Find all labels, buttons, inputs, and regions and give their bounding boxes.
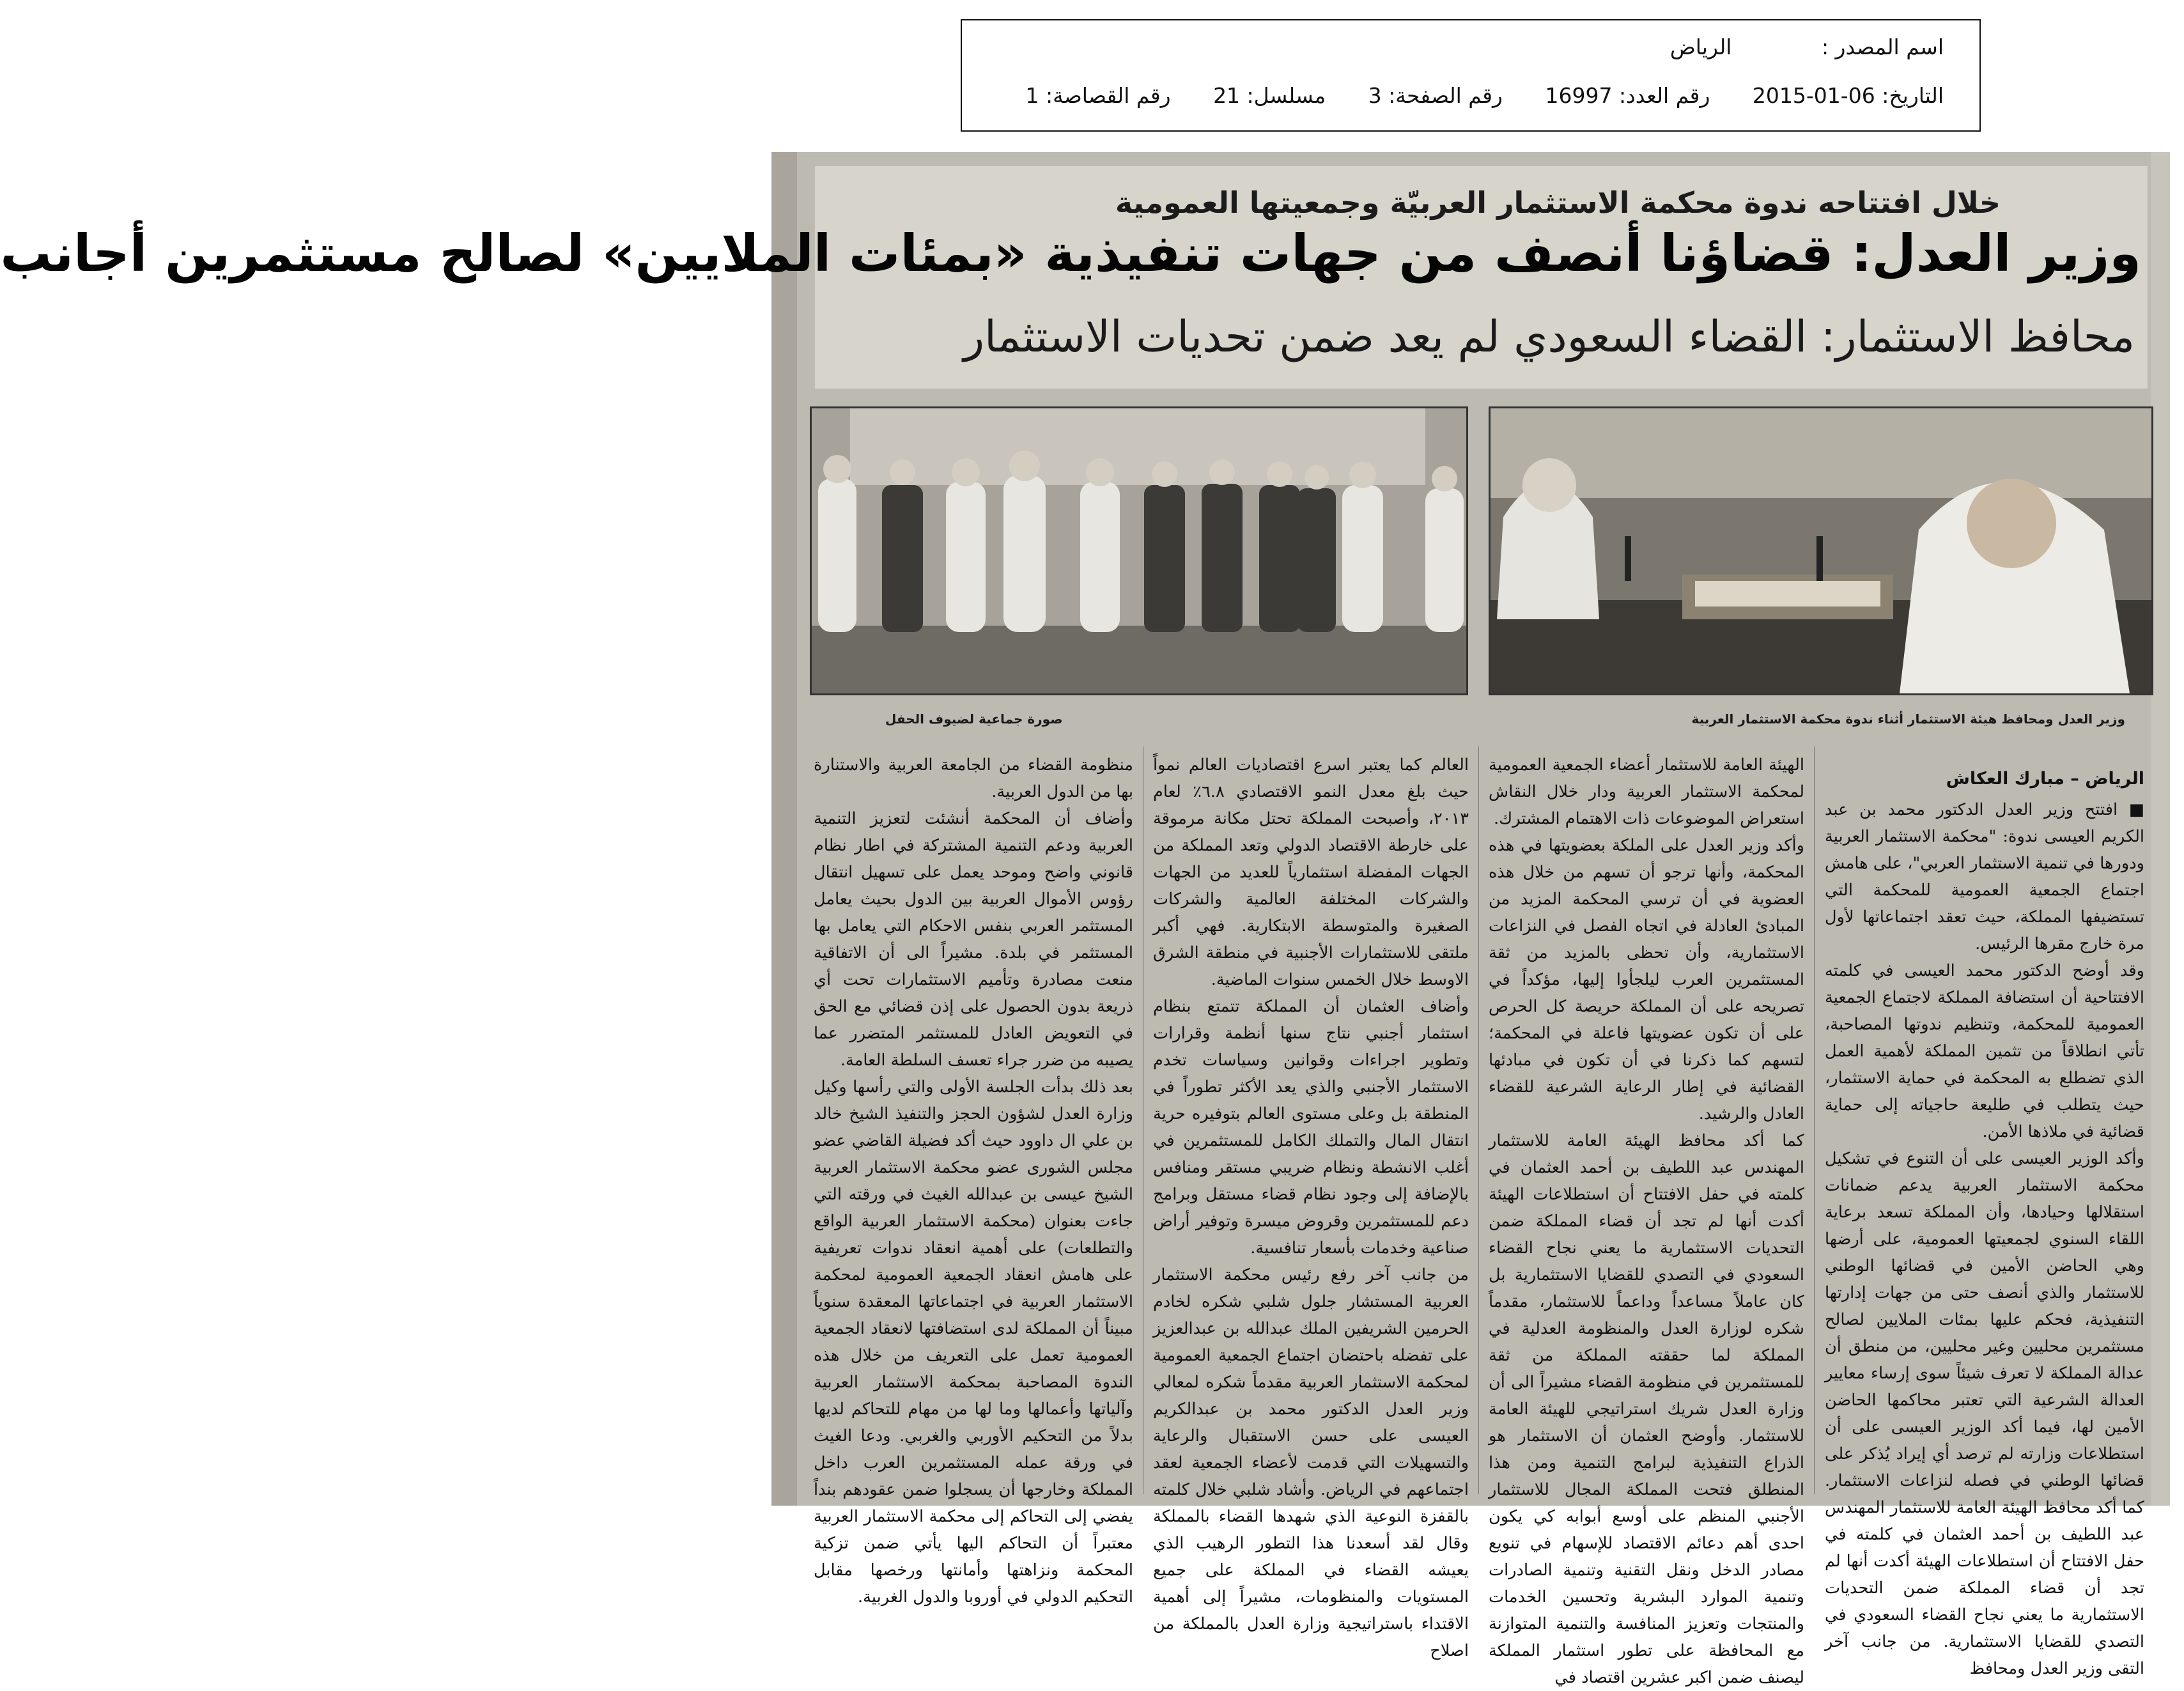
source-row: [1670, 35, 1944, 59]
source-metadata-box: [961, 19, 1981, 132]
clip-edge-right: [2151, 152, 2170, 1506]
article-byline: الرياض – مبارك العكاش: [1946, 769, 2144, 789]
article-column-4: [814, 752, 1133, 1607]
article-kicker: خلال افتتاحه ندوة محكمة الاستثمار العربيّة وجمعيتها العمومية: [1115, 185, 2001, 220]
issue-field: رقم العدد: 16997: [1545, 83, 1710, 108]
column-2-text: الهيئة العامة للاستثمار أعضاء الجمعية العمومية لمحكمة الاستثمار العربية ودار خلال النقاش استعراض الموضوعات ذات الاهتمام المشترك. وأكد وزير العدل على الملكة بعضويتها في هذه المحكمة، وأنها ترجو أن تسهم من خلال هذه العضوية في أن ترسي المحكمة المزيد من المبادئ العادلة في اتجاه الفصل في النزاعات الاستثمارية، وأن تحظى بالمزيد من ثقة المستثمرين العرب ليلجأوا إليها، مؤكداً في تصريحه على أن المملكة حريصة كل الحرص على أن تكون عضويتها فاعلة في المحكمة؛ لتسهم كما ذكرنا في أن تكون في مبادئها القضائية في إطار الرعاية الشرعية للقضاء العادل والرشيد. كما أكد محافظ الهيئة العامة للاستثمار المهندس عبد اللطيف بن أحمد العثمان في كلمته في حفل الافتتاح أن استطلاعات الهيئة أكدت أنها لم تجد أن قضاء المملكة ضمن التحديات الاستثمارية ما يعني نجاح القضاء السعودي في التصدي للقضايا الاستثمارية بل كان عاملاً مساعداً وداعماً للاستثمار، مقدماً شكره لوزارة العدل والمنظومة العدلية في المملكة لما حققته المملكة من ثقة للمستثمرين في منظومة القضاء مشيراً الى أن وزارة العدل شريك استراتيجي للهيئة العامة للاستثمار. وأوضح العثمان أن الاستثمار هو الذراع التنفيذية لبرامج التنمية ومن هذا المنطلق فتحت المملكة المجال للاستثمار الأجنبي المنظم على أوسع أبوابه كي يكون احدى أهم دعائم الاقتصاد للإسهام في تنويع مصادر الدخل ونقل التقنية وتنمية الصادرات وتنمية الموارد البشرية وتحسين الخدمات والمنتجات وتعزيز المنافسة والتنمية المتوازنة مع المحافظة على تطور استثمار المملكة ليصنف ضمن اكبر عشرين اقتصاد في: [1489, 755, 1804, 1687]
page-field: رقم الصفحة: 3: [1368, 83, 1503, 108]
clip-field: رقم القصاصة: 1: [1025, 83, 1171, 108]
details-row: [1025, 83, 1944, 108]
serial-field: مسلسل: 21: [1213, 83, 1326, 108]
column-1-text: ■ افتتح وزير العدل الدكتور محمد بن عبد الكريم العيسى ندوة: "محكمة الاستثمار العربية ودورها في تنمية الاستثمار العربي"، على هامش اجتماع الجمعية العمومية للمحكمة التي تستضيفها المملكة، حيث تعقد اجتماعاتها لأول مرة خارج مقرها الرئيس. وقد أوضح الدكتور محمد العيسى في كلمته الافتتاحية أن استضافة المملكة لاجتماع الجمعية العمومية للمحكمة، وتنظيم ندوتها المصاحبة، تأتي انطلاقاً من تثمين المملكة لأهمية العمل الذي تضطلع به المحكمة في حماية الاستثمار، حيث يتطلب في طليعة حاجياته إلى حماية قضائية في ملاذها الأمن. وأكد الوزير العيسى على أن التنوع في تشكيل محكمة الاستثمار العربية يدعم ضمانات استقلالها وحيادها، وأن المملكة تسعد برعاية اللقاء السنوي لجمعيتها العمومية، على أرضها وهي الحاضن الأمين في قضائها الوطني للاستثمار والذي أنصف حتى من جهات إدارتها التنفيذية، فحكم عليها بمئات الملايين لصالح مستثمرين محليين وغير محليين، من منطق أن عدالة المملكة لا تعرف شيئاً سوى إرساء معايير العدالة الشرعية التي تعتبر محاكمها الحاضن الأمين لها، فيما أكد الوزير العيسى على أن استطلاعات وزارته لم ترصد أي إيراد يُذكر على قضائها الوطني في فصله لنزاعات الاستثمار. كما أكد محافظ الهيئة العامة للاستثمار المهندس عبد اللطيف بن أحمد العثمان في كلمته في حفل الافتتاح أن استطلاعات الهيئة أكدت أنها لم تجد أن قضاء المملكة ضمن التحديات الاستثمارية ما يعني نجاح القضاء السعودي في التصدي للقضايا الاستثمارية. من جانب آخر التقى وزير العدل ومحافظ: [1825, 800, 2144, 1678]
clip-edge-left: [771, 152, 797, 1506]
article-column-1: [1825, 766, 2144, 1678]
group-photo-caption: صورة جماعية لضيوف الحفل: [885, 711, 1063, 727]
column-4-text: منظومة القضاء من الجامعة العربية والاستنارة بها من الدول العربية. وأضاف أن المحكمة أنشئت لتعزيز التنمية العربية ودعم التنمية المشتركة في اطار نظام قانوني واضح وموحد يعمل على تسهيل انتقال رؤوس الأموال العربية بين الدول بحيث يعامل المستثمر العربي بنفس الاحكام التي يعامل بها المستثمر في بلدة. مشيراً الى أن الاتفاقية منعت مصادرة وتأميم الاستثمارات تحت أي ذريعة بدون الحصول على إذن قضائي مع الحق في التعويض العادل للمستثمر المتضرر عما يصيبه من ضرر جراء تعسف السلطة العامة. بعد ذلك بدأت الجلسة الأولى والتي رأسها وكيل وزارة العدل لشؤون الحجز والتنفيذ الشيخ خالد بن علي ال داوود حيث أكد فضيلة القاضي عضو مجلس الشورى عضو محكمة الاستثمار العربية الشيخ عيسى بن عبدالله الغيث في ورقته التي جاءت بعنوان (محكمة الاستثمار العربية الواقع والتطلعات) على أهمية انعقاد ندوات تعريفية على هامش انعقاد الجمعية العمومية لمحكمة الاستثمار العربية في اجتماعاتها المعقدة سنوياً مبيناً أن المملكة لدى استضافتها لانعقاد الجمعية العمومية تعمل على التعريف من خلال هذه الندوة المصاحبة بمحكمة الاستثمار العربية وآلياتها وأعمالها وما لها من مهام للتحاكم لديها بدلاً من التحكيم الأوربي والغربي. ودعا الغيث في ورقة عمله المستثمرين العرب داخل المملكة وخارجها أن يسجلوا ضمن عقودهم بنداً يفضي إلى التحاكم إلى محكمة الاستثمار العربية معتبراً أن التحاكم اليها يأتي ضمن تزكية المحكمة ونزاهتها وأمانتها ورخصها مقابل التحكيم الدولي في أوروبا والدول الغربية.: [814, 755, 1133, 1607]
minister-photo-caption: وزير العدل ومحافظ هيئة الاستثمار أثناء ندوة محكمة الاستثمار العربية: [1691, 711, 2125, 727]
minister-photo-illustration: [1491, 408, 2151, 693]
article-column-3: [1153, 752, 1469, 1660]
newspaper-clipping: [0, 152, 2170, 1687]
source-label: اسم المصدر :: [1821, 35, 1944, 59]
column-divider: [1814, 746, 1815, 1494]
date-field: التاريخ: 06-01-2015: [1752, 83, 1944, 108]
article-column-2: [1489, 752, 1804, 1687]
group-photo-illustration: [812, 408, 1466, 693]
column-3-text: العالم كما يعتبر اسرع اقتصاديات العالم نمواً حيث بلغ معدل النمو الاقتصادي ٦.٨٪ لعام ٢٠١٣، وأصبحت المملكة تحتل مكانة مرموقة على خارطة الاقتصاد الدولي وتعد المملكة من الجهات المفضلة استثمارياً للعديد من الجهات والشركات المختلفة العالمية والشركات الصغيرة والمتوسطة الابتكارية. فهي أكبر ملتقى للاستثمارات الأجنبية في منطقة الشرق الاوسط خلال الخمس سنوات الماضية. وأضاف العثمان أن المملكة تتمتع بنظام استثمار أجنبي نتاج سنها أنظمة وقرارات وتطوير اجراءات وقوانين وسياسات تخدم الاستثمار الأجنبي والذي يعد الأكثر تطوراً في المنطقة بل وعلى مستوى العالم بتوفيره حرية انتقال المال والتملك الكامل للمستثمرين في أغلب الانشطة ونظام ضريبي مستقر ومنافس بالإضافة إلى وجود نظام قضاء مستقل وبرامج دعم للمستثمرين وقروض ميسرة وتوفير أراض صناعية وخدمات بأسعار تنافسية. من جانب آخر رفع رئيس محكمة الاستثمار العربية المستشار جلول شلبي شكره لخادم الحرمين الشريفين الملك عبدالله بن عبدالعزيز على تفضله باحتضان اجتماع الجمعية العمومية لمحكمة الاستثمار العربية مقدماً شكره لمعالي وزير العدل الدكتور محمد بن عبدالكريم العيسى على حسن الاستقبال والرعاية والتسهيلات التي قدمت لأعضاء الجمعية لعقد اجتماعهم في الرياض. وأشاد شلبي خلال كلمته بالقفزة النوعية الذي شهدها القضاء بالمملكة وقال لقد أسعدنا هذا التطور الرهيب الذي يعيشه القضاء في المملكة على جميع المستويات والمنظومات، مشيراً إلى أهمية الاقتداء باستراتيجية وزارة العدل بالمملكة من اصلاح: [1153, 755, 1469, 1660]
headline-block: [0, 166, 2148, 389]
column-divider: [1478, 746, 1479, 1494]
source-value: الرياض: [1669, 35, 1732, 59]
minister-photo: [1489, 406, 2153, 695]
article-subhead: محافظ الاستثمار: القضاء السعودي لم يعد ضمن تحديات الاستثمار: [963, 312, 2135, 362]
group-photo: [810, 406, 1468, 695]
article-headline: وزير العدل: قضاؤنا أنصف من جهات تنفيذية «بمئات الملايين» لصالح مستثمرين أجانب: [0, 224, 2141, 283]
